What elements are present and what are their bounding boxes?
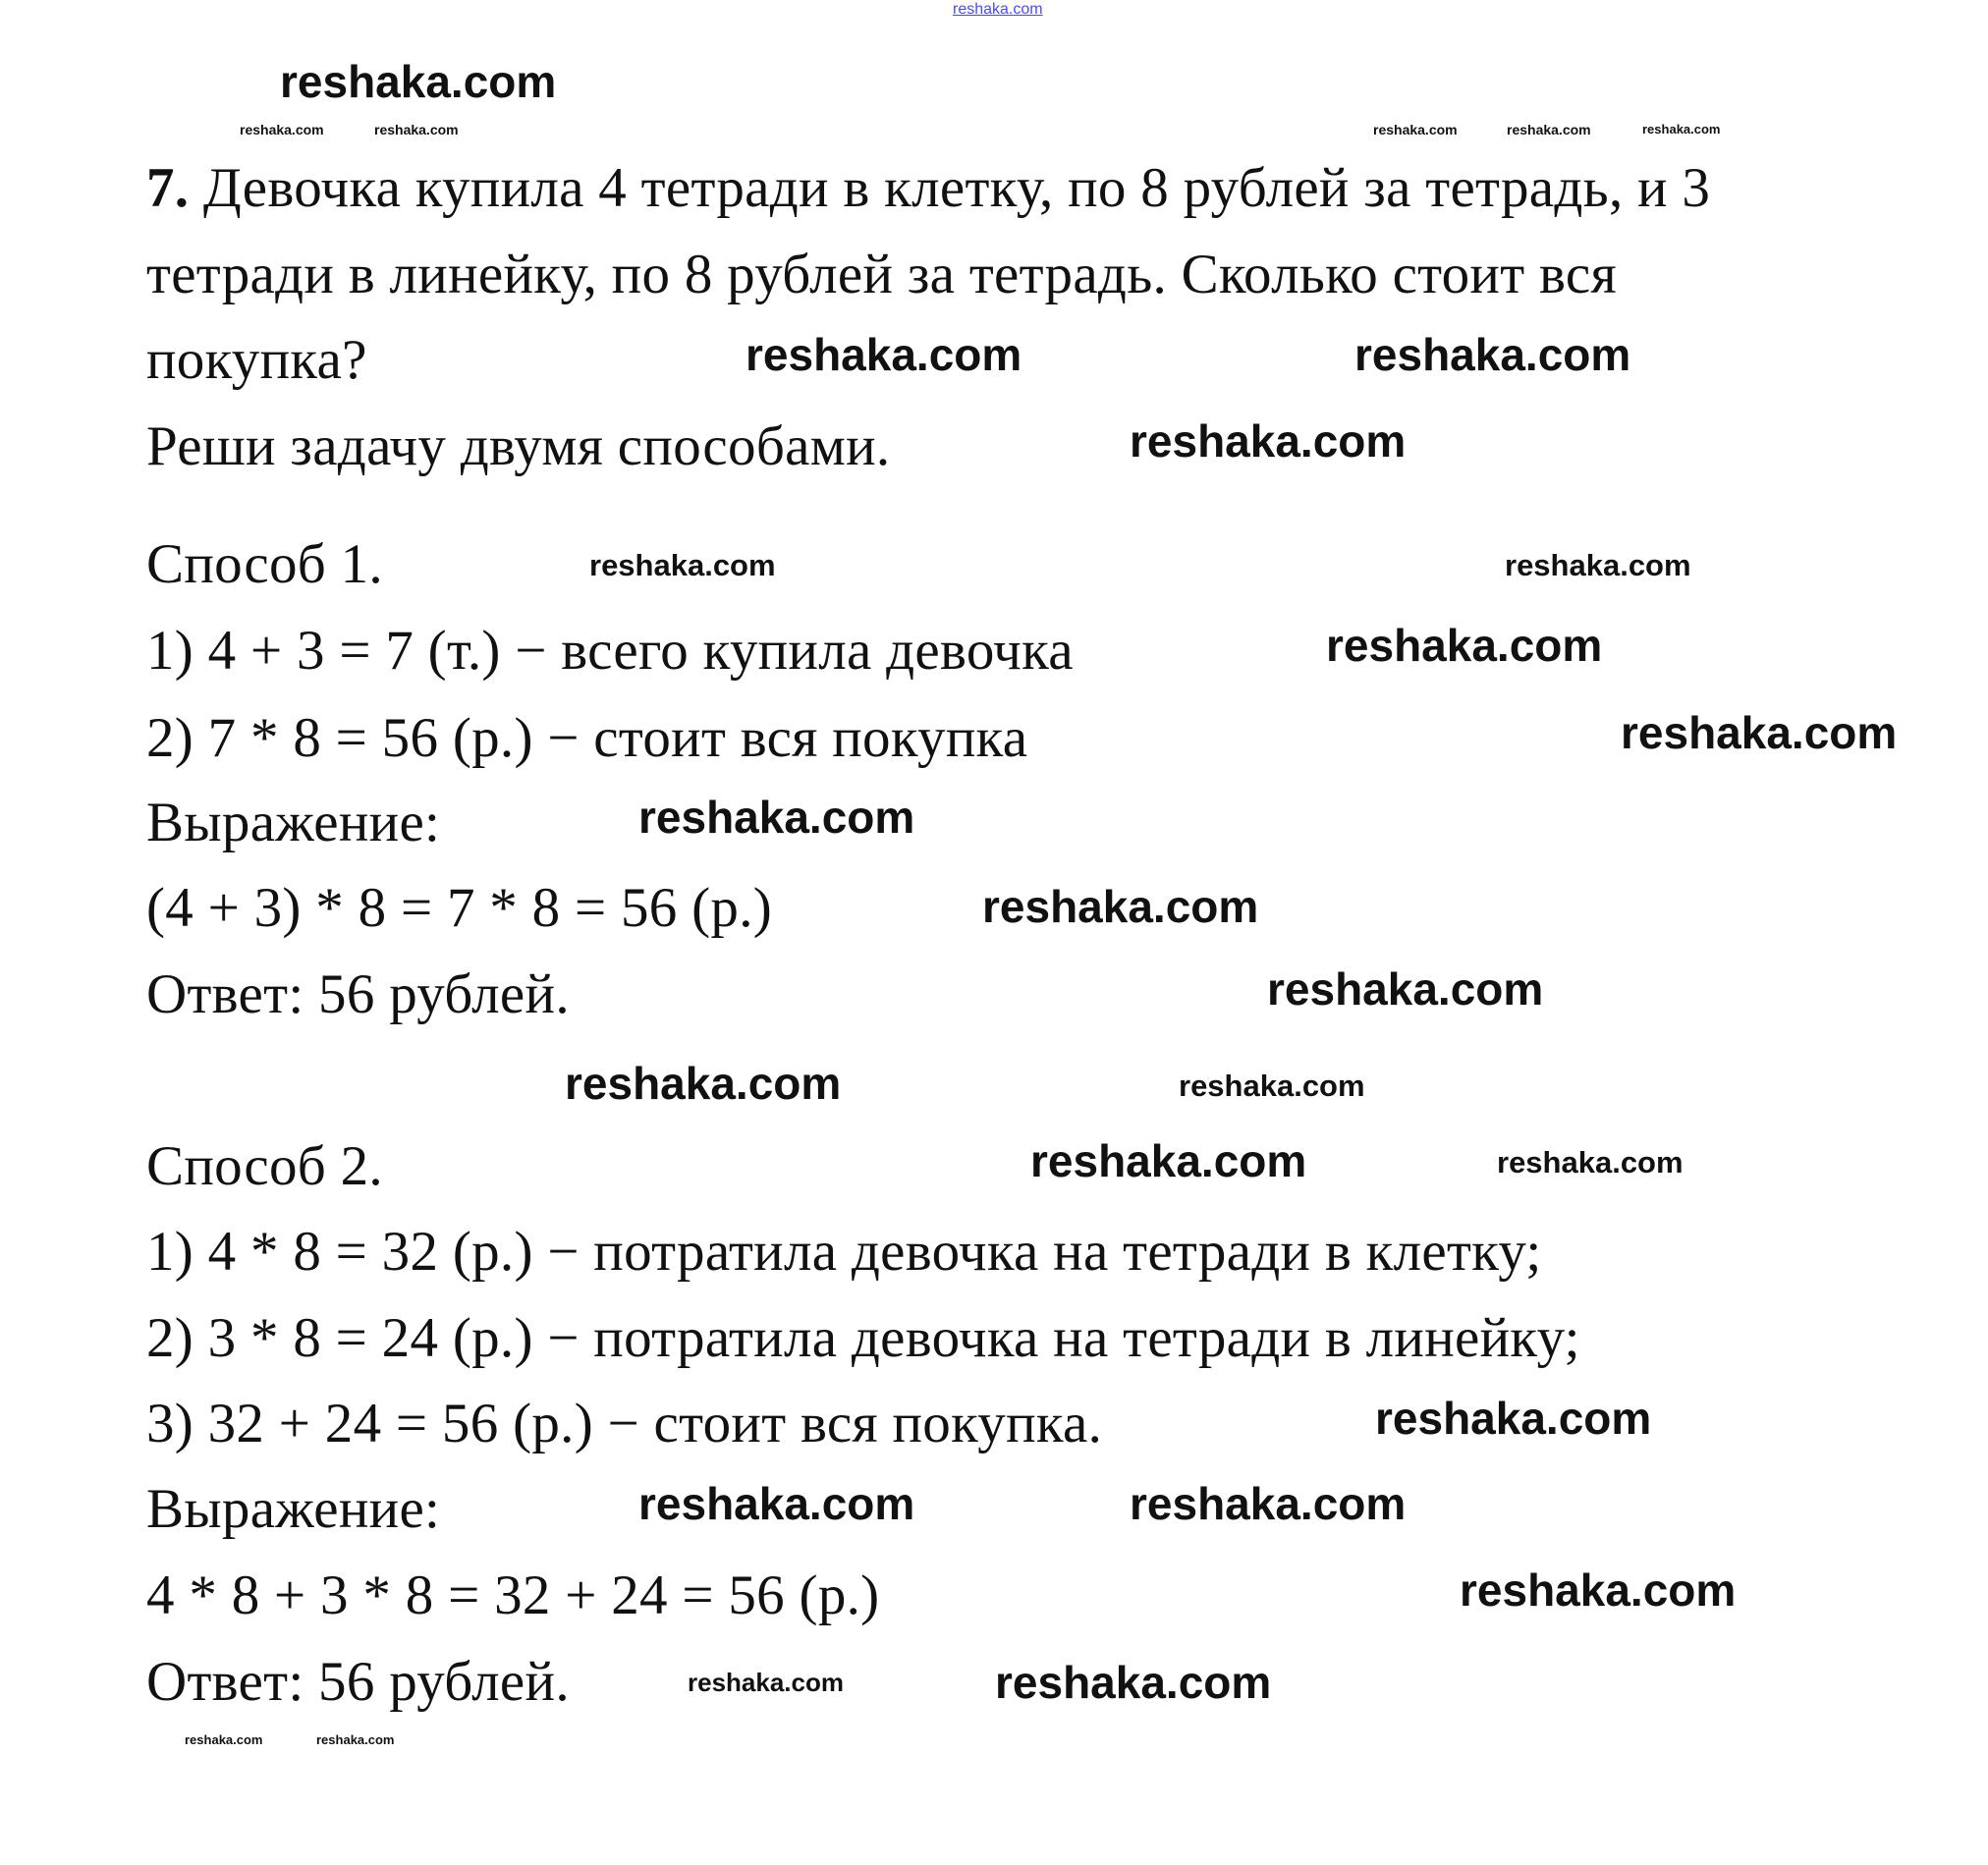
method2-step-3: 3) 32 + 24 = 56 (р.) − стоит вся покупка. <box>146 1393 1103 1454</box>
watermark: reshaka.com <box>995 1657 1272 1708</box>
watermark: reshaka.com <box>638 1478 915 1529</box>
watermark: reshaka.com <box>1375 1393 1652 1444</box>
watermark: reshaka.com <box>1507 122 1591 137</box>
method1-title: Способ 1. <box>146 533 383 595</box>
task-text: Девочка купила 4 тетради в клетку, по 8 рублей за тетрадь, и 3 <box>202 157 1711 219</box>
watermark: reshaka.com <box>185 1732 263 1747</box>
method1-expression: (4 + 3) * 8 = 7 * 8 = 56 (р.) <box>146 877 773 939</box>
watermark: reshaka.com <box>1354 329 1631 380</box>
watermark: reshaka.com <box>1130 415 1407 466</box>
method2-step-2: 2) 3 * 8 = 24 (р.) − потратила девочка на тетради в линейку; <box>146 1307 1580 1369</box>
watermark: reshaka.com <box>316 1732 395 1747</box>
site-link[interactable]: reshaka.com <box>953 1 1043 18</box>
watermark: reshaka.com <box>589 548 776 582</box>
watermark: reshaka.com <box>1326 620 1603 671</box>
task-line-1 <box>146 157 1711 219</box>
watermark: reshaka.com <box>240 122 324 137</box>
watermark: reshaka.com <box>1130 1478 1407 1529</box>
watermark: reshaka.com <box>1267 963 1544 1015</box>
method1-expression-label: Выражение: <box>146 792 441 853</box>
watermark: reshaka.com <box>688 1668 844 1697</box>
watermark: reshaka.com <box>1505 548 1691 582</box>
watermark: reshaka.com <box>1642 122 1721 137</box>
watermark: reshaka.com <box>1497 1145 1684 1179</box>
watermark: reshaka.com <box>565 1058 842 1109</box>
watermark: reshaka.com <box>1460 1564 1737 1616</box>
method2-expression: 4 * 8 + 3 * 8 = 32 + 24 = 56 (р.) <box>146 1564 880 1626</box>
method1-step-2: 2) 7 * 8 = 56 (р.) − стоит вся покупка <box>146 707 1028 769</box>
watermark: reshaka.com <box>280 56 557 107</box>
watermark: reshaka.com <box>1030 1135 1307 1186</box>
task-instruction: Реши задачу двумя способами. <box>146 415 891 477</box>
watermark: reshaka.com <box>1179 1069 1365 1103</box>
task-line-2: тетради в линейку, по 8 рублей за тетрадь. Сколько стоит вся <box>146 244 1617 305</box>
task-line-3: покупка? <box>146 329 367 391</box>
watermark: reshaka.com <box>1373 122 1458 137</box>
method1-answer: Ответ: 56 рублей. <box>146 963 570 1025</box>
watermark: reshaka.com <box>982 881 1259 932</box>
method1-step-1: 1) 4 + 3 = 7 (т.) − всего купила девочка <box>146 620 1074 682</box>
watermark: reshaka.com <box>374 122 459 137</box>
method2-answer: Ответ: 56 рублей. <box>146 1651 570 1713</box>
method2-title: Способ 2. <box>146 1135 383 1197</box>
task-number: 7. <box>146 157 190 219</box>
watermark: reshaka.com <box>638 792 915 843</box>
watermark: reshaka.com <box>1621 707 1898 758</box>
method2-step-1: 1) 4 * 8 = 32 (р.) − потратила девочка на тетради в клетку; <box>146 1221 1542 1283</box>
method2-expression-label: Выражение: <box>146 1478 441 1540</box>
watermark: reshaka.com <box>746 329 1022 380</box>
